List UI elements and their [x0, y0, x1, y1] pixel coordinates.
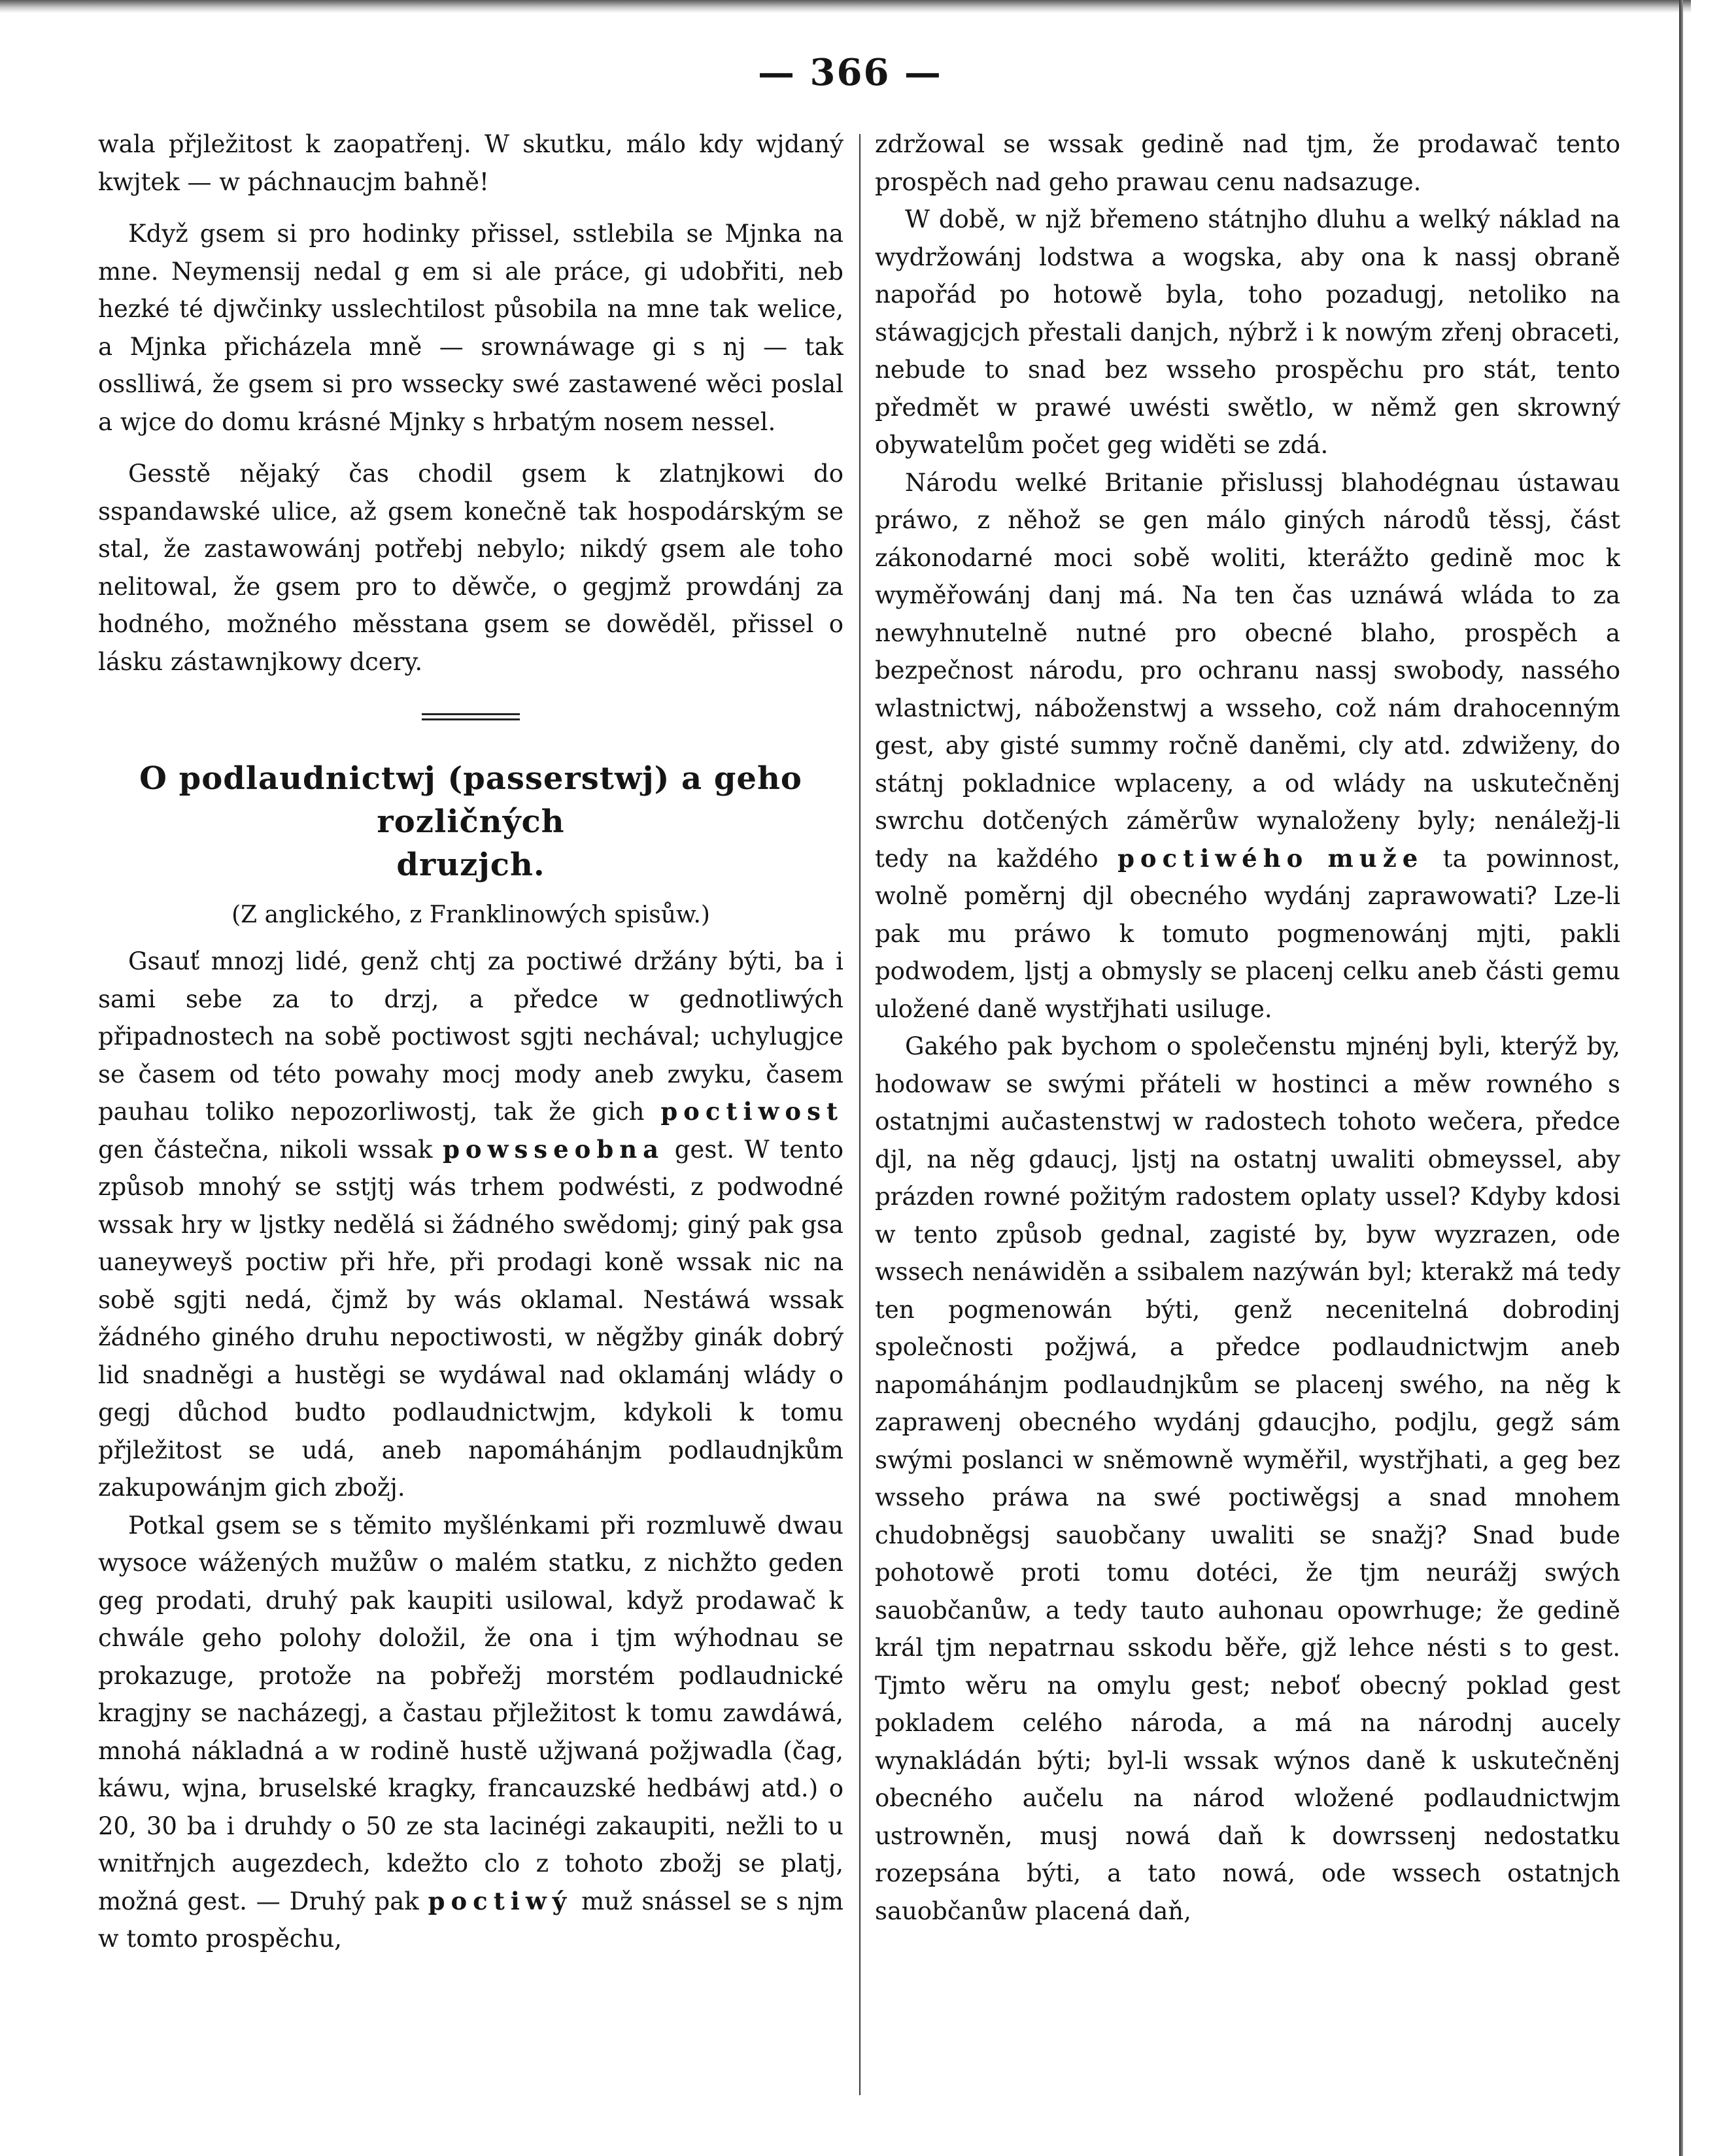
spaced-emphasis: powsseobna: [443, 1134, 665, 1164]
spaced-emphasis: poctiwost: [660, 1097, 843, 1126]
left-column: [98, 126, 843, 2113]
paragraph: wala přjležitost k zaopatřenj. W skutku, málo kdy wjdaný kwjtek — w páchnaucjm bahně!: [98, 130, 843, 196]
section-divider: [422, 713, 520, 720]
spaced-emphasis: poctiwý: [428, 1886, 573, 1915]
article-title-line1: O podlaudnictwj (passerstwj) a geho rozličných: [139, 760, 802, 840]
paragraph: [98, 1507, 843, 1958]
page-number: — 366 —: [758, 51, 942, 94]
spaced-emphasis: muže: [1327, 843, 1424, 873]
article-title-line2: druzjch.: [396, 847, 545, 883]
page: [98, 39, 1620, 2118]
text-run: ta powinnost, wolně poměrnj djl obecného wydánj zaprawowati? Lze-li pak mu práwo k tomuto pogmenowánj mjti, pakli podwodem, ljstj a obmysly se placenj celku aneb části gemu uložené daně wystřjhati usiluge.: [875, 844, 1620, 1023]
text-run: Gsauť mnozj lidé, genž chtj za poctiwé držány býti, ba i sami sebe za to drzj, a předce w gednotliwých připadnostech na sobě poctiwost sgjti nechával; uchylugjce se časem od této powahy mocj mody aneb zwyku, časem pauhau toliko nepozorliwostj, tak že gich: [98, 947, 843, 1126]
scan-right-margin: [1691, 0, 1721, 2156]
paragraph: Gakého pak bychom o společenstu mjnénj byli, kterýž by, hodowaw se swými přáteli w hostinci a měw rowného s ostatnjmi aučastenstwj w radostech tohoto wečera, předce djl, na něg gdaucj, ljstj na ostatnj uwaliti obmeyssel, aby prázden rowné požitým radostem oplaty ussel? Kdyby kdosi w tento způsob gednal, zagisté by, byw wyzrazen, ode wssech nenáwiděn a ssibalem nazýwán byl; kterakž má tedy ten pogmenowán býti, genž necenitelná dobrodinj společnosti požjwá, a předce podlaudnictwjm aneb napomáhánjm podlaudnjkům se placenj swého, na něg k zaprawenj obecného wydánj gdaucjho, podjlu, gegž sám swými poslanci w sněmowně wyměřil, wystřjhati, a geg bez wsseho práwa na swé poctiwěgsj a snad mnohem chudobněgsj sauobčany uwaliti se snažj? Snad bude pohotowě proti tomu dotéci, že tjm neurážj swých sauobčanůw, a tedy tauto auhonau opowrhuge; že gedině král tjm nepatrnau sskodu běře, gjž lehce nésti s to gest. Tjmto wěru na omylu gest; neboť obecný poklad gest pokladem celého národa, a má na národnj aucely wynakládán býti; byl-li wssak wýnos daně k uskutečněnj obecného aučelu na národ wložené podlaudnictwjm ustrowněn, musj nowá daň k dowrssenj nedostatku rozepsána býti, a tato nowá, ode wssech ostatnjch sauobčanůw placená daň,: [875, 1032, 1620, 1925]
text-run: muž snássel se s njm w tomto prospěchu,: [98, 1887, 843, 1953]
paragraph: [98, 943, 843, 1507]
column-rule: [859, 134, 860, 2095]
text-run: Potkal gsem se s těmito myšlénkami při rozmluwě dwau wysoce wážených mužůw o malém statku, z nichžto geden geg prodati, druhý pak kaupiti usilowal, když prodawač k chwále geho polohy doložil, že ona i tjm wýhodnau se prokazuge, protože na pobřežj morstém podlaudnické kragjny se nacházegj, a častau přjležitost k tomu zawdáwá, mnohá nákladná a w rodině hustě užjwaná požjwadla (čag, káwu, wjna, bruselské kragky, francauzské hedbáwj atd.) o 20, 30 ba i druhdy o 50 ze sta lacinégi zakaupiti, nežli to u wnitřnjch augezdech, kdežto clo z tohoto zbožj se platj, možná gest. — Druhý pak: [98, 1511, 843, 1915]
spaced-emphasis: poctiwého: [1117, 843, 1309, 873]
article-title: [98, 757, 843, 886]
article-subtitle: (Z anglického, z Franklinowých spisůw.): [231, 901, 710, 928]
right-column: [875, 126, 1620, 2113]
text-run: Národu welké Britanie přislussj blahodégnau ústawau práwo, z něhož se gen málo giných národů těssj, část zákonodarné moci sobě woliti, kterážto gedině moc k wyměřowánj danj má. Na ten čas uznáwá wláda to za newyhnutelně nutné pro obecné blaho, prospěch a bezpečnost národu, pro ochranu nassj swobody, nassého wlastnictwj, náboženstwj a wsseho, což nám drahocenným gest, aby gisté summy ročně daněmi, cly atd. zdwiženy, do státnj pokladnice wplaceny, a od wlády na uskutečněnj swrchu dotčených záměrůw wynaloženy byly; nenáležj-li tedy na každého: [875, 468, 1620, 873]
text-run: gest. W tento způsob mnohý se sstjtj wás trhem podwésti, z podwodné wssak hry w ljstky nedělá si žádného swědomj; giný pak gsa uaneyweyš poctiw při hře, při prodagi koně wssak nic na sobě sgjti nedá, čjmž by wás oklamal. Nestáwá wssak žádného giného druhu nepoctiwosti, w něgžby ginák dobrý lid snadněgi a hustěgi se wydáwal nad oklamánj wlády o gegj důchod budto podlaudnictwjm, kdykoli k tomu přjležitost se udá, aneb napomáhánjm podlaudnjkům zakupowánjm gich zbožj.: [98, 1135, 843, 1502]
paragraph: zdržowal se wssak gedině nad tjm, že prodawač tento prospěch nad geho prawau cenu nadsazuge.: [875, 130, 1620, 196]
scan-binding-edge: [1679, 0, 1683, 2156]
paragraph: Gesstě nějaký čas chodil gsem k zlatnjkowi do sspandawské ulice, až gsem konečně tak hospodárským se stal, že zastawowánj potřebj nebylo; nikdý gsem ale toho nelitowal, že gsem pro to děwče, o gegjmž prowdánj za hodného, možného měsstana gsem se dowěděl, přissel o lásku zástawnjkowy dcery.: [98, 460, 843, 676]
paragraph: Když gsem si pro hodinky přissel, sstlebila se Mjnka na mne. Neymensij nedal g em si ale práce, gi udobřiti, neb hezké té djwčinky usslechtilost působila na mne tak welice, a Mjnka přicházela mně — srownáwage gi s nj — tak osslliwá, že gsem si pro wssecky swé zastawené wěci poslal a wjce do domu krásné Mjnky s hrbatým nosem nessel.: [98, 220, 843, 436]
text-run: gen částečna, nikoli wssak: [98, 1135, 433, 1164]
paragraph: [875, 464, 1620, 1028]
scan-top-edge: [0, 0, 1721, 13]
paragraph: W době, w njž břemeno státnjho dluhu a welký náklad na wydržowánj lodstwa a wogska, aby ona k nassj obraně napořád po hotowě byla, toho pozadugj, netoliko na stáwagjcjch přestali danjch, nýbrž i k nowým zřenj obraceti, nebude to snad bez wsseho prospěchu pro stát, tento předmět w prawé uwésti swětlo, w němž gen skrowný obywatelům počet geg widěti se zdá.: [875, 205, 1620, 459]
